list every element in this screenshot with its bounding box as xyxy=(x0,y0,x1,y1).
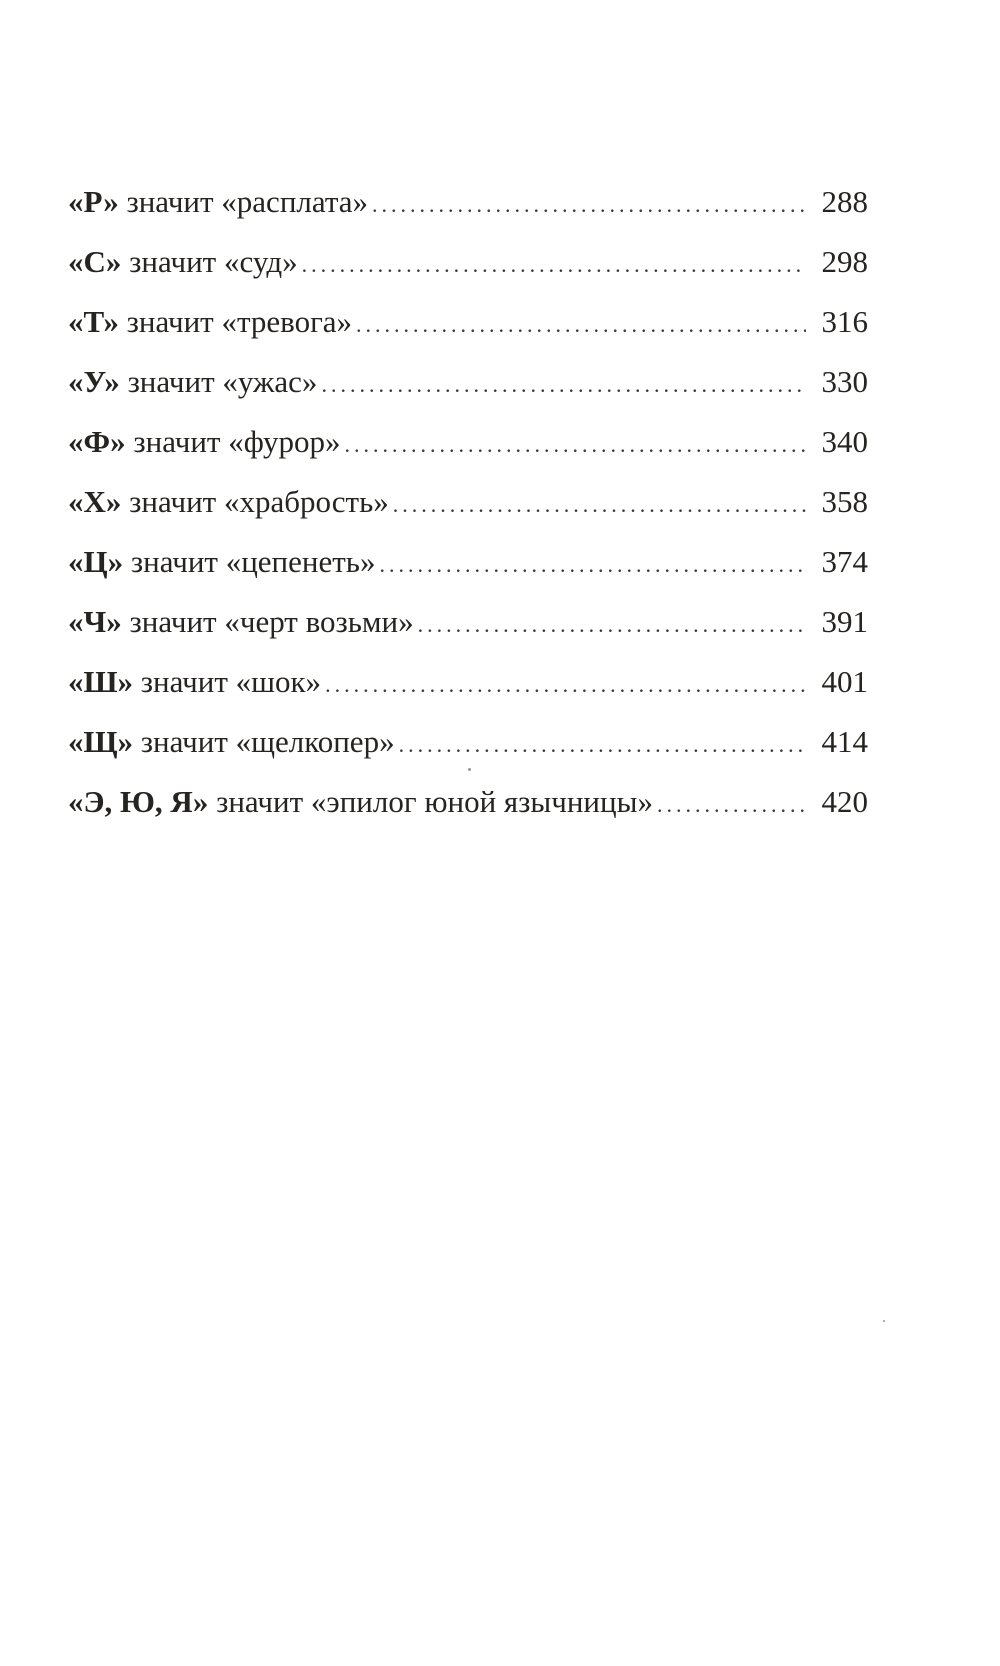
toc-entry[interactable] xyxy=(68,772,868,832)
toc-entry-letter: «Ш» xyxy=(68,664,134,699)
toc-entry-letter: «Ц» xyxy=(68,544,124,579)
dot-leader xyxy=(356,295,806,355)
toc-entry-letter: «Ф» xyxy=(68,424,126,459)
toc-entry-title xyxy=(68,652,321,712)
toc-entry-page: 298 xyxy=(821,244,868,279)
dot-leader xyxy=(657,775,806,835)
dot-leader xyxy=(302,235,806,295)
toc-entry-title xyxy=(68,412,341,472)
toc-entry[interactable] xyxy=(68,472,868,532)
toc-entry-page: 391 xyxy=(821,604,868,639)
toc-entry-text: значит «фурор» xyxy=(125,424,341,459)
toc-entry-page: 316 xyxy=(821,304,868,339)
toc-entry-text: значит «расплата» xyxy=(118,184,369,219)
toc-entry-letter: «Х» xyxy=(68,484,122,519)
toc-entry-letter: «Ч» xyxy=(68,604,122,639)
table-of-contents xyxy=(68,172,868,832)
paper-speck xyxy=(468,768,471,771)
dot-leader xyxy=(372,175,806,235)
toc-entry-text: значит «щелкопер» xyxy=(133,724,395,759)
toc-entry-text: значит «эпилог юной язычницы» xyxy=(208,784,653,819)
toc-entry-letter: «С» xyxy=(68,244,122,279)
toc-entry-title xyxy=(68,532,375,592)
toc-entry-text: значит «шок» xyxy=(133,664,322,699)
toc-entry-title xyxy=(68,472,389,532)
toc-entry[interactable] xyxy=(68,592,868,652)
toc-entry-title xyxy=(68,292,352,352)
toc-entry[interactable] xyxy=(68,232,868,292)
toc-entry-title xyxy=(68,352,317,412)
toc-entry[interactable] xyxy=(68,532,868,592)
toc-entry[interactable] xyxy=(68,652,868,712)
toc-entry[interactable] xyxy=(68,172,868,232)
toc-entry[interactable] xyxy=(68,292,868,352)
toc-entry-page: 374 xyxy=(821,544,868,579)
toc-entry-title xyxy=(68,712,395,772)
toc-entry-letter: «Р» xyxy=(68,184,119,219)
toc-entry[interactable] xyxy=(68,352,868,412)
toc-entry-title xyxy=(68,172,368,232)
toc-entry-letter: «Щ» xyxy=(68,724,134,759)
toc-entry-letter: «У» xyxy=(68,364,120,399)
toc-entry-title xyxy=(68,772,653,832)
dot-leader xyxy=(418,595,806,655)
dot-leader xyxy=(325,655,806,715)
dot-leader xyxy=(393,475,806,535)
toc-entry-text: значит «цепенеть» xyxy=(123,544,376,579)
toc-entry-page: 330 xyxy=(821,364,868,399)
toc-entry-text: значит «тревога» xyxy=(118,304,353,339)
toc-entry-letter: «Э, Ю, Я» xyxy=(68,784,209,819)
toc-entry-title xyxy=(68,232,298,292)
dot-leader xyxy=(399,715,806,775)
toc-entry-text: значит «черт возьми» xyxy=(121,604,414,639)
dot-leader xyxy=(345,415,806,475)
paper-speck xyxy=(883,1320,885,1322)
toc-entry[interactable] xyxy=(68,712,868,772)
dot-leader xyxy=(379,535,806,595)
toc-entry-page: 420 xyxy=(821,784,868,819)
toc-entry-letter: «Т» xyxy=(68,304,119,339)
toc-entry-text: значит «ужас» xyxy=(119,364,318,399)
toc-entry-page: 401 xyxy=(821,664,868,699)
toc-entry-page: 288 xyxy=(821,184,868,219)
toc-entry[interactable] xyxy=(68,412,868,472)
toc-entry-title xyxy=(68,592,414,652)
toc-entry-text: значит «храбрость» xyxy=(121,484,389,519)
dot-leader xyxy=(321,355,806,415)
toc-entry-page: 414 xyxy=(821,724,868,759)
toc-entry-page: 358 xyxy=(821,484,868,519)
toc-entry-page: 340 xyxy=(821,424,868,459)
toc-entry-text: значит «суд» xyxy=(121,244,298,279)
